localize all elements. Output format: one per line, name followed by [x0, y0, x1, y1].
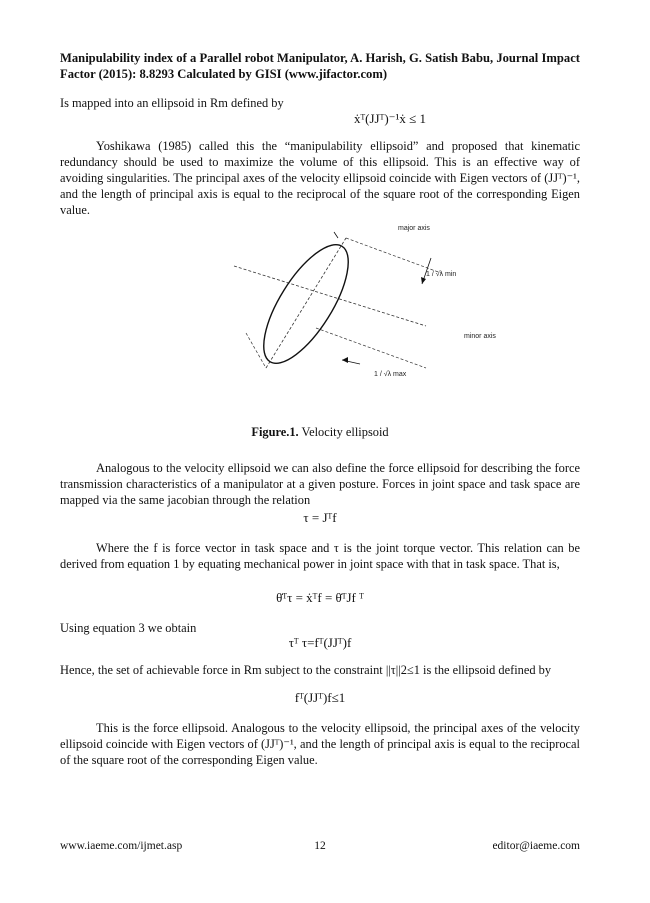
lambda-min-label: 1 / √λ min	[426, 271, 457, 278]
figure-caption	[60, 425, 580, 440]
velocity-ellipsoid-figure	[226, 218, 496, 393]
lambda-max-label: 1 / √λ max	[374, 371, 407, 378]
equation-force-ellipsoid: fᵀ(JJᵀ)f≤1	[294, 690, 346, 705]
paragraph-using-eq3: Using equation 3 we obtain	[60, 621, 197, 635]
equation-power: θ̇ᵀτ = ẋᵀf = θ̇ᵀJf ᵀ	[276, 590, 364, 605]
caption-text: Velocity ellipsoid	[298, 425, 389, 439]
caption-label: Figure.1.	[251, 425, 299, 439]
velocity-ellipse	[248, 233, 364, 376]
paragraph-achievable-force: Hence, the set of achievable force in Rm subject to the constraint ||τ||2≤1 is the ellipsoid defined by	[60, 663, 552, 677]
footer-website-link[interactable]: www.iaeme.com/ijmet.asp	[60, 840, 183, 852]
tangent-line-bottom	[246, 333, 266, 368]
tangent-line-top	[346, 238, 441, 273]
footer-email-link[interactable]: editor@iaeme.com	[492, 840, 580, 852]
major-axis-label: major axis	[398, 225, 430, 232]
minor-axis-label: minor axis	[464, 333, 496, 340]
intro-line: Is mapped into an ellipsoid in Rm defined by	[60, 96, 284, 110]
equation-torque: τ = Jᵀf	[303, 510, 337, 525]
paragraph-force-ellipsoid: Analogous to the velocity ellipsoid we can also define the force ellipsoid for describing the force transmission characteristics of a manipulator at a given posture. Forces in joint space and task space are mapped via the same jacobian through the relation	[60, 461, 580, 507]
page-number: 12	[314, 840, 326, 852]
paragraph-force-ellipsoid-axes: This is the force ellipsoid. Analogous to the velocity ellipsoid, the principal axes of the velocity ellipsoid coincide with Eigen vectors of (JJᵀ)⁻¹, and the length of principal axis is equal to the reciprocal of the square root of the corresponding Eigen value.	[60, 721, 580, 767]
equation-torque-norm: τᵀ τ=fᵀ(JJᵀ)f	[288, 635, 352, 650]
paragraph-yoshikawa: Yoshikawa (1985) called this the “manipulability ellipsoid” and proposed that kinematic redundancy should be used to maximize the volume of this ellipsoid. This is an effective way of avoiding singularities. The principal axes of the velocity ellipsoid coincide with Eigen vectors of (JJᵀ)⁻¹, and the length of principal axis is equal to the reciprocal of the square root of the corresponding Eigen value.	[60, 139, 580, 217]
equation-velocity-ellipsoid: ẋᵀ(JJᵀ)⁻¹ẋ ≤ 1	[353, 111, 427, 126]
paragraph-force-vector: Where the f is force vector in task space and τ is the joint torque vector. This relation can be derived from equation 1 by equating mechanical power in joint space with that in task space. That is,	[60, 541, 580, 571]
major-axis-line	[266, 238, 346, 368]
tangent-line-right	[316, 328, 426, 368]
minor-axis-line	[234, 266, 426, 326]
running-header: Manipulability index of a Parallel robot Manipulator, A. Harish, G. Satish Babu, Journal Impact Factor (2015): 8.8293 Calculated by GISI (www.jifactor.com)	[60, 51, 580, 81]
